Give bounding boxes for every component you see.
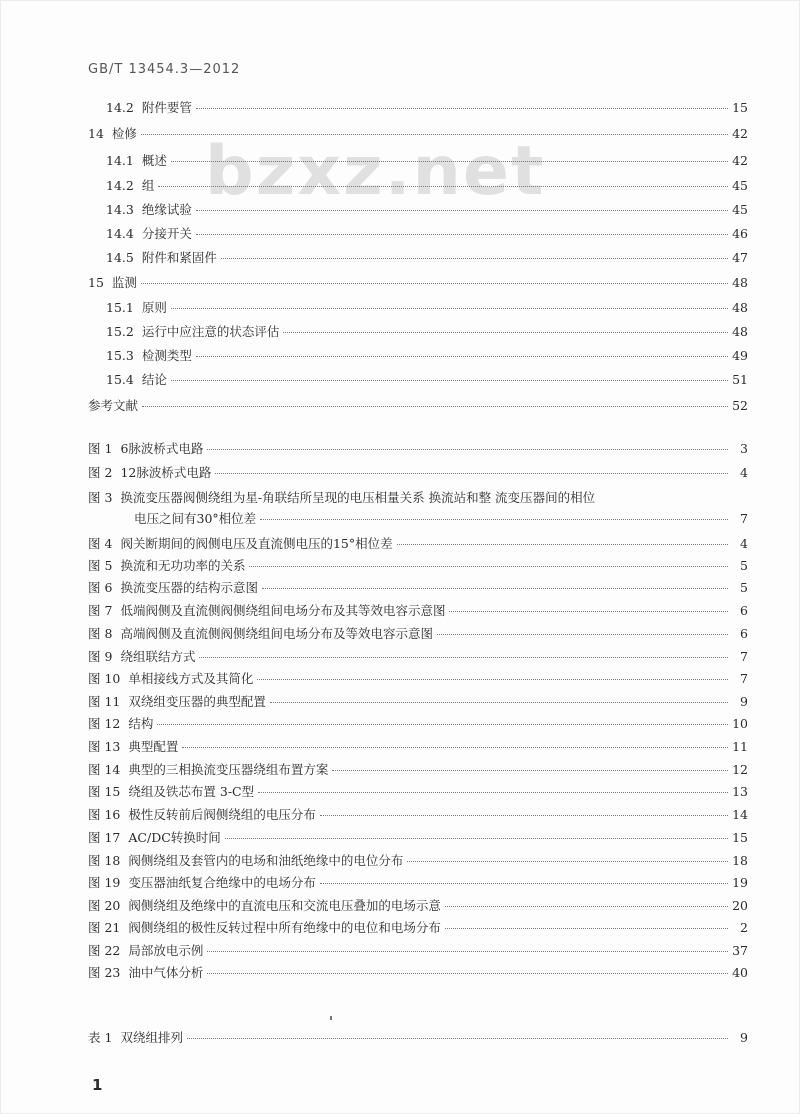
figure-entry[interactable]: 图 12 结构 10: [88, 716, 748, 731]
figure-entry[interactable]: 图 14 典型的三相换流变压器绕组布置方案 12: [88, 762, 748, 777]
figure-entry[interactable]: 图 17 AC/DC转换时间 15: [88, 830, 748, 845]
toc-entry[interactable]: 15.3 检测类型 49: [106, 348, 748, 363]
figure-entry[interactable]: 图 3 换流变压器阀侧绕组为星-角联结所呈现的电压相量关系 换流站和整 流变压器间的相位: [88, 490, 596, 505]
figure-entry[interactable]: 图 9 绕组联结方式 7: [88, 649, 748, 664]
dot-leader: [157, 724, 728, 725]
dot-leader: [260, 519, 728, 520]
dot-leader: [207, 951, 728, 952]
toc-entry[interactable]: 14.2 组 45: [106, 178, 748, 193]
figure-entry[interactable]: 图 6 换流变压器的结构示意图 5: [88, 580, 748, 595]
dot-leader: [141, 134, 728, 135]
toc-entry[interactable]: 14.4 分接开关 46: [106, 226, 748, 241]
figure-entry[interactable]: 图 7 低端阀侧及直流侧阀侧绕组间电场分布及其等效电容示意图 6: [88, 603, 748, 618]
toc-entry[interactable]: 参考文献 52: [88, 398, 748, 413]
dot-leader: [215, 473, 728, 474]
toc-entry[interactable]: 14.5 附件和紧固件 47: [106, 250, 748, 265]
dot-leader: [270, 702, 728, 703]
figure-entry[interactable]: 图 21 阀侧绕组的极性反转过程中所有绝缘中的电位和电场分布 2: [88, 920, 748, 935]
dot-leader: [221, 258, 728, 259]
dot-leader: [283, 332, 728, 333]
toc-entry[interactable]: 14 检修 42: [88, 126, 748, 141]
dot-leader: [187, 1038, 728, 1039]
dot-leader: [207, 449, 728, 450]
dot-leader: [158, 186, 728, 187]
figure-entry[interactable]: 图 19 变压器油纸复合绝缘中的电场分布 19: [88, 875, 748, 890]
page-number: 1: [92, 1076, 103, 1094]
dot-leader: [196, 356, 728, 357]
dot-leader: [320, 883, 728, 884]
figure-entry[interactable]: 图 10 单相接线方式及其简化 7: [88, 671, 748, 686]
toc-entry[interactable]: 15 监测 48: [88, 275, 748, 290]
figure-entry[interactable]: 图 11 双绕组变压器的典型配置 9: [88, 694, 748, 709]
dot-leader: [258, 792, 728, 793]
figure-entry[interactable]: 图 16 极性反转前后阀侧绕组的电压分布 14: [88, 807, 748, 822]
figure-entry-continuation[interactable]: 电压之间有30°相位差 7: [134, 511, 748, 526]
dot-leader: [320, 815, 728, 816]
dot-leader: [207, 973, 728, 974]
watermark: bzxz.net: [205, 132, 546, 211]
standard-header: GB/T 13454.3—2012: [88, 62, 241, 77]
dot-leader: [196, 210, 728, 211]
toc-entry[interactable]: 14.1 概述 42: [106, 153, 748, 168]
figure-entry[interactable]: 图 2 12脉波桥式电路 4: [88, 465, 748, 480]
dot-leader: [445, 928, 728, 929]
figure-entry[interactable]: 图 8 高端阀侧及直流侧阀侧绕组间电场分布及等效电容示意图 6: [88, 626, 748, 641]
figure-entry[interactable]: 图 1 6脉波桥式电路 3: [88, 441, 748, 456]
dot-leader: [196, 234, 728, 235]
dot-leader: [225, 838, 728, 839]
figure-entry[interactable]: 图 15 绕组及铁芯布置 3-C型 13: [88, 784, 748, 799]
dot-leader: [182, 747, 728, 748]
dot-leader: [171, 308, 728, 309]
dot-leader: [199, 657, 728, 658]
dot-leader: [196, 108, 728, 109]
figure-entry[interactable]: 图 22 局部放电示例 37: [88, 943, 748, 958]
dot-leader: [249, 566, 728, 567]
toc-entry[interactable]: 15.2 运行中应注意的状态评估 48: [106, 324, 748, 339]
dot-leader: [397, 544, 728, 545]
figure-entry[interactable]: 图 13 典型配置 11: [88, 739, 748, 754]
toc-entry[interactable]: 15.1 原则 48: [106, 300, 748, 315]
figure-entry[interactable]: 图 20 阀侧绕组及绝缘中的直流电压和交流电压叠加的电场示意 20: [88, 898, 748, 913]
figure-entry[interactable]: 图 4 阀关断期间的阀侧电压及直流侧电压的15°相位差 4: [88, 536, 748, 551]
dot-leader: [449, 611, 728, 612]
dot-leader: [171, 161, 728, 162]
toc-entry[interactable]: 14.2 附件要管 15: [106, 100, 748, 115]
center-tick: [330, 1016, 332, 1020]
toc-entry[interactable]: 15.4 结论 51: [106, 372, 748, 387]
dot-leader: [141, 283, 728, 284]
figure-entry[interactable]: 图 5 换流和无功功率的关系 5: [88, 558, 748, 573]
dot-leader: [257, 679, 728, 680]
dot-leader: [142, 406, 728, 407]
dot-leader: [262, 588, 728, 589]
figure-entry[interactable]: 图 18 阀侧绕组及套管内的电场和油纸绝缘中的电位分布 18: [88, 853, 748, 868]
figure-entry[interactable]: 图 23 油中气体分析 40: [88, 965, 748, 980]
dot-leader: [445, 906, 728, 907]
dot-leader: [437, 634, 728, 635]
toc-entry[interactable]: 14.3 绝缘试验 45: [106, 202, 748, 217]
dot-leader: [332, 770, 728, 771]
dot-leader: [407, 861, 728, 862]
dot-leader: [171, 380, 728, 381]
table-entry[interactable]: 表 1 双绕组排列 9: [88, 1030, 748, 1045]
